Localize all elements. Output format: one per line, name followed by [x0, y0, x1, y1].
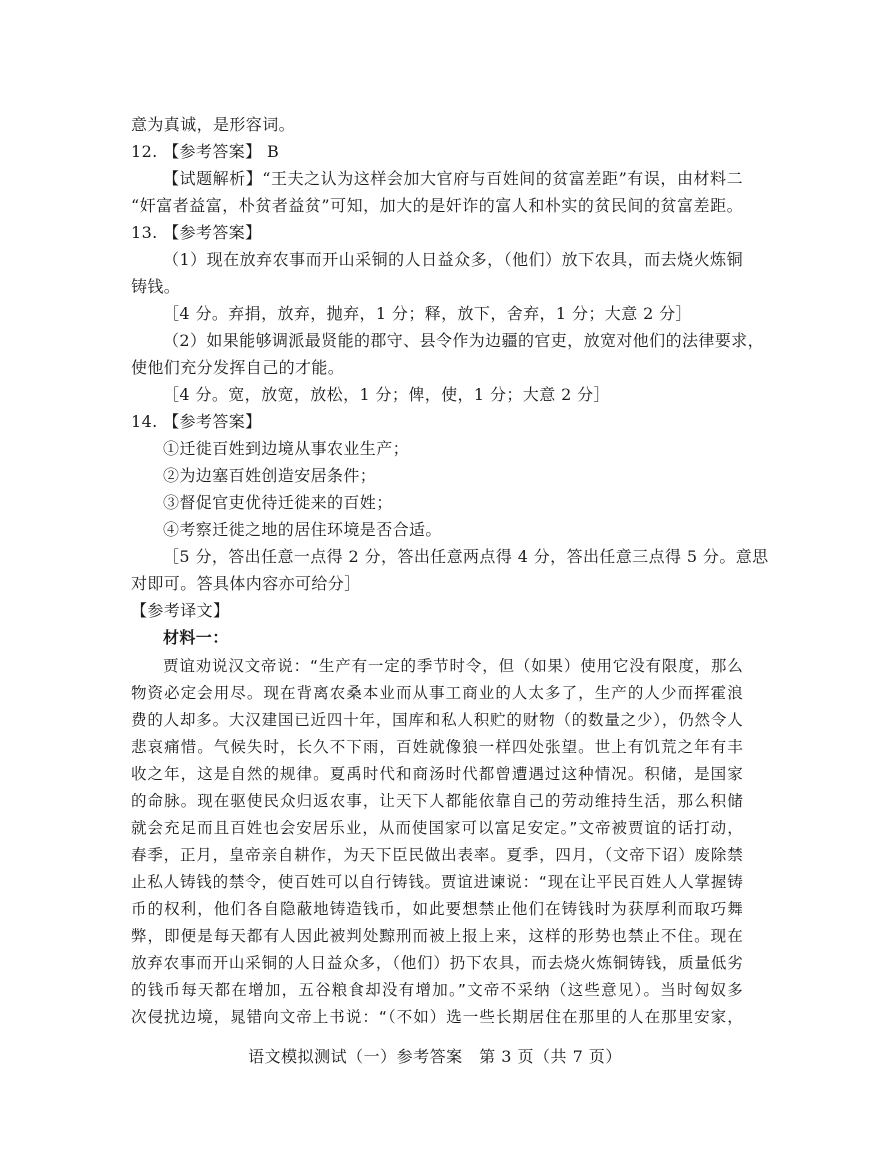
answer-14-point-2: ②为边塞百姓创造安居条件； — [163, 466, 377, 485]
answer-14-point-1: ①迁徙百姓到边境从事农业生产； — [163, 439, 410, 458]
answer-13-part-1-line-2: 铸钱。 — [131, 277, 181, 296]
translation-line: 次侵扰边境，晁错向文帝上书说：“（不如）选一些长期居住在那里的人在那里安家， — [131, 1008, 743, 1026]
answer-text-line: 意为真诚，是形容词。 — [131, 115, 296, 134]
translation-line: 弊，即便是每天都有人因此被判处黥刑而被上报上来，这样的形势也禁止不住。现在 — [131, 927, 743, 945]
answer-13-heading: 13. 【参考答案】 — [131, 223, 262, 242]
translation-line: 的命脉。现在驱使民众归返农事，让天下人都能依靠自己的劳动维持生活，那么积储 — [131, 792, 743, 810]
answer-14-point-3: ③督促官吏优待迁徙来的百姓； — [163, 493, 393, 512]
answer-13-part-2-line-2: 使他们充分发挥自己的才能。 — [131, 358, 345, 377]
translation-line: 币的权利，他们各自隐蔽地铸造钱币，如此要想禁止他们在铸钱时为获厚利而取巧舞 — [131, 900, 743, 918]
translation-line: 放弃农事而开山采铜的人日益众多，（他们）扔下农具，而去烧火炼铜铸钱，质量低劣 — [131, 954, 743, 972]
answer-14-scoring-line-2: 对即可。答具体内容亦可给分］ — [131, 574, 361, 593]
translation-line: 的钱币每天都在增加，五谷粮食却没有增加。”文帝不采纳（这些意见）。当时匈奴多 — [131, 981, 743, 999]
page-footer: 语文模拟测试（一）参考答案 第 3 页（共 7 页） — [248, 1047, 622, 1066]
translation-heading: 【参考译文】 — [131, 601, 230, 620]
answer-14-scoring-line-1: ［5 分，答出任意一点得 2 分，答出任意两点得 4 分，答出任意三点得 5 分。意思 — [163, 547, 769, 566]
answer-14-heading: 14. 【参考答案】 — [131, 412, 262, 431]
translation-line: 费的人却多。大汉建国已近四十年，国库和私人积贮的财物（的数量之少），仍然令人 — [131, 711, 743, 729]
answer-13-part-2-line-1: （2）如果能够调派最贤能的郡守、县令作为边疆的官吏，放宽对他们的法律要求， — [163, 331, 764, 350]
translation-line: 就会充足而且百姓也会安居乐业，从而使国家可以富足安定。”文帝被贾谊的话打动， — [131, 819, 743, 837]
answer-13-part-2-scoring: ［4 分。宽，放宽，放松，1 分；俾，使，1 分；大意 2 分］ — [163, 385, 610, 404]
answer-12-explanation-line-1: 【试题解析】“王夫之认为这样会加大官府与百姓间的贫富差距”有误，由材料二 — [163, 169, 743, 188]
translation-line: 春季，正月，皇帝亲自耕作，为天下臣民做出表率。夏季，四月，（文帝下诏）废除禁 — [131, 846, 743, 864]
answer-14-point-4: ④考察迁徙之地的居住环境是否合适。 — [163, 520, 442, 539]
translation-line: 悲哀痛惜。气候失时，长久不下雨，百姓就像狼一样四处张望。世上有饥荒之年有丰 — [131, 738, 743, 756]
answer-12-explanation-line-2: “奸富者益富，朴贫者益贫”可知，加大的是奸诈的富人和朴实的贫民间的贫富差距。 — [131, 196, 743, 215]
translation-material-label: 材料一： — [163, 628, 229, 647]
translation-line: 物资必定会用尽。现在背离农桑本业而从事工商业的人太多了，生产的人少而挥霍浪 — [131, 684, 743, 702]
answer-13-part-1-line-1: （1）现在放弃农事而开山采铜的人日益众多，（他们）放下农具，而去烧火炼铜 — [163, 250, 743, 269]
translation-line: 收之年，这是自然的规律。夏禹时代和商汤时代都曾遭遇过这种情况。积储，是国家 — [131, 765, 743, 783]
answer-12-heading: 12. 【参考答案】 B — [131, 142, 280, 161]
translation-line: 止私人铸钱的禁令，使百姓可以自行铸钱。贾谊进谏说：“现在让平民百姓人人掌握铸 — [131, 873, 743, 891]
answer-13-part-1-scoring: ［4 分。弃捐，放弃，抛弃，1 分；释，放下，舍弃，1 分；大意 2 分］ — [163, 304, 692, 323]
translation-line: 贾谊劝说汉文帝说：“生产有一定的季节时令，但（如果）使用它没有限度，那么 — [163, 657, 743, 675]
